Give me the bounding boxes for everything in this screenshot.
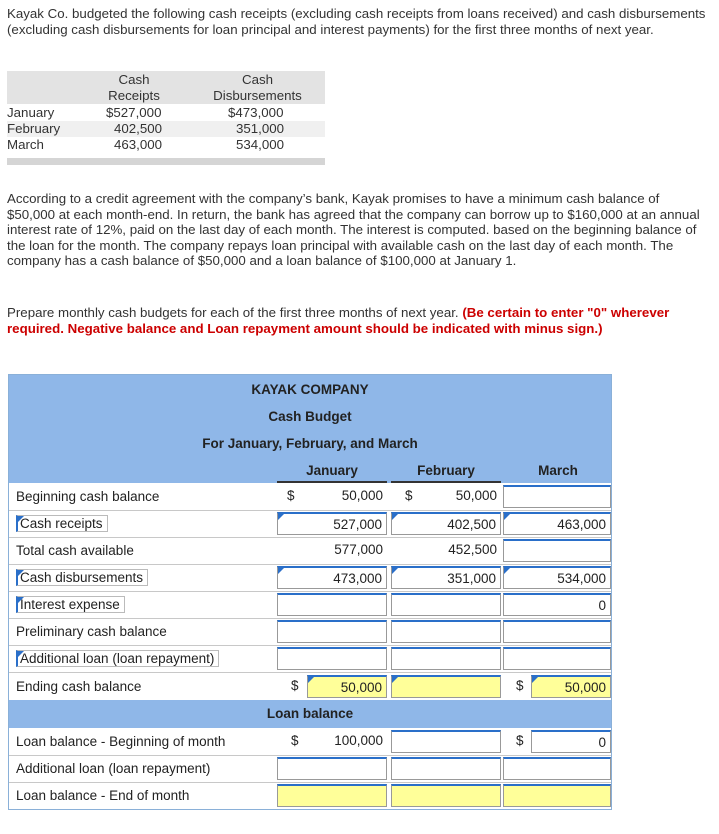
dollar-sign: $ (287, 488, 295, 503)
mar-disbursements-value: 534,000 (557, 571, 606, 586)
dollar-sign: $ (291, 733, 299, 748)
mar-receipts-input[interactable] (503, 512, 611, 535)
instructions-text (7, 305, 707, 336)
agreement-text: According to a credit agreement with the company’s bank, Kayak promises to have a minimum cash balance of $50,000 at each month-end. In return, the bank has agreed that the company can borrow up to $160,000 at an annual interest rate of 12%, paid on the last day of each month. The interest is computed. based on the beginning balance of the loan for the month. The company repays loan principal with available cash on the last day of each month. The company has a cash balance of $50,000 and a loan balance of $100,000 at January 1. (7, 191, 700, 268)
instructions-main: Prepare monthly cash budgets for each of the first three months of next year. (7, 305, 459, 320)
feb-preliminary-input[interactable] (391, 620, 501, 643)
jan-loan-additional-input[interactable] (277, 757, 387, 780)
receipts-header-line2: Receipts (108, 88, 160, 103)
label-cash-receipts (16, 511, 108, 537)
jan-receipts-value: 527,000 (333, 517, 382, 532)
label-beginning-cash: Beginning cash balance (16, 489, 160, 504)
dollar-sign: $ (405, 488, 413, 503)
intro-text: Kayak Co. budgeted the following cash receipts (excluding cash receipts from loans received) and cash disbursements (excluding cash disbursements for loan principal and interest payments) for the first three months of next year. (7, 6, 706, 37)
mar-disbursements-input[interactable] (503, 566, 611, 589)
jan-total-value: 577,000 (334, 542, 383, 557)
jan-disbursements-input[interactable] (277, 566, 387, 589)
feb-disbursements-input[interactable] (391, 566, 501, 589)
loan-section-title: Loan balance (266, 706, 354, 721)
jan-beginning-value: 50,000 (341, 488, 383, 503)
jan-loan-end-input[interactable] (277, 784, 387, 807)
feb-beginning-cash (391, 485, 501, 508)
budget-title: Cash Budget (268, 409, 352, 424)
receipts-header-line1: Cash (118, 72, 150, 87)
table-bottom-bar (7, 158, 325, 165)
feb-underline (391, 481, 501, 483)
jan-disbursements-value: 473,000 (333, 571, 382, 586)
feb-total-value: 452,500 (448, 542, 497, 557)
feb-additional-loan-input[interactable] (391, 647, 501, 670)
jan-interest-input[interactable] (277, 593, 387, 616)
disbursements-header-line2: Disbursements (213, 88, 302, 103)
label-ending-balance: Ending cash balance (16, 679, 142, 694)
receipts-january: $527,000 (106, 105, 162, 120)
mar-interest-value: 0 (598, 598, 606, 613)
label-interest-expense (16, 592, 125, 618)
mar-receipts-value: 463,000 (557, 517, 606, 532)
label-loan-additional: Additional loan (loan repayment) (16, 761, 211, 776)
cash-receipts-label-box: Cash receipts (16, 515, 108, 532)
mar-loan-beginning-input[interactable] (531, 730, 611, 753)
feb-loan-beginning-input[interactable] (391, 730, 501, 753)
cash-budget-table (8, 374, 612, 810)
month-february: February (7, 121, 61, 136)
instructions-note: (Be certain to enter "0" wherever required. Negative balance and Loan repayment amount should be indicated with minus sign.) (7, 305, 670, 336)
dollar-sign: $ (516, 733, 524, 748)
feb-receipts-input[interactable] (391, 512, 501, 535)
mar-loan-beginning-value: 0 (598, 735, 606, 750)
mar-preliminary-input[interactable] (503, 620, 611, 643)
label-total-cash: Total cash available (16, 543, 134, 558)
jan-total-cash (277, 539, 387, 562)
mar-additional-loan-input[interactable] (503, 647, 611, 670)
mar-ending-value: 50,000 (564, 680, 606, 695)
disbursements-label-box: Cash disbursements (16, 569, 148, 586)
jan-preliminary-input[interactable] (277, 620, 387, 643)
interest-label-box: Interest expense (16, 596, 125, 613)
dollar-sign: $ (516, 678, 524, 693)
receipts-disbursements-table (7, 71, 325, 165)
jan-loan-beginning (307, 730, 387, 753)
jan-additional-loan-input[interactable] (277, 647, 387, 670)
jan-receipts-input[interactable] (277, 512, 387, 535)
col-january: January (306, 463, 358, 478)
col-february: February (417, 463, 475, 478)
jan-loan-beginning-value: 100,000 (334, 733, 383, 748)
dollar-sign: $ (291, 678, 299, 693)
mar-loan-end-input[interactable] (503, 784, 611, 807)
feb-interest-input[interactable] (391, 593, 501, 616)
feb-loan-end-input[interactable] (391, 784, 501, 807)
jan-beginning-cash (277, 485, 387, 508)
disbursements-january: $473,000 (228, 105, 284, 120)
label-additional-loan (16, 646, 219, 672)
disbursements-march: 534,000 (236, 137, 285, 152)
disbursements-february: 351,000 (236, 121, 285, 136)
receipts-march: 463,000 (114, 137, 163, 152)
mar-interest-input[interactable] (503, 593, 611, 616)
jan-ending-input[interactable] (307, 675, 387, 698)
feb-total-cash (391, 539, 501, 562)
jan-ending-value: 50,000 (340, 680, 382, 695)
additional-loan-label-box: Additional loan (loan repayment) (16, 650, 219, 667)
feb-loan-additional-input[interactable] (391, 757, 501, 780)
mar-ending-input[interactable] (531, 675, 611, 698)
mar-total-cash-input[interactable] (503, 539, 611, 562)
mar-loan-additional-input[interactable] (503, 757, 611, 780)
receipts-february: 402,500 (114, 121, 163, 136)
label-loan-beginning: Loan balance - Beginning of month (16, 734, 226, 749)
budget-period: For January, February, and March (202, 436, 418, 451)
jan-underline (277, 481, 387, 483)
feb-beginning-value: 50,000 (455, 488, 497, 503)
feb-disbursements-value: 351,000 (447, 571, 496, 586)
feb-ending-input[interactable] (391, 675, 501, 698)
month-january: January (7, 105, 55, 120)
company-name: KAYAK COMPANY (251, 382, 369, 397)
col-march: March (538, 463, 578, 478)
month-march: March (7, 137, 44, 152)
mar-beginning-cash-input[interactable] (503, 485, 611, 508)
disbursements-header-line1: Cash (241, 72, 274, 87)
label-loan-end: Loan balance - End of month (16, 788, 190, 803)
feb-receipts-value: 402,500 (447, 517, 496, 532)
label-cash-disbursements (16, 565, 148, 591)
row-divider (9, 672, 611, 673)
label-preliminary-balance: Preliminary cash balance (16, 624, 167, 639)
